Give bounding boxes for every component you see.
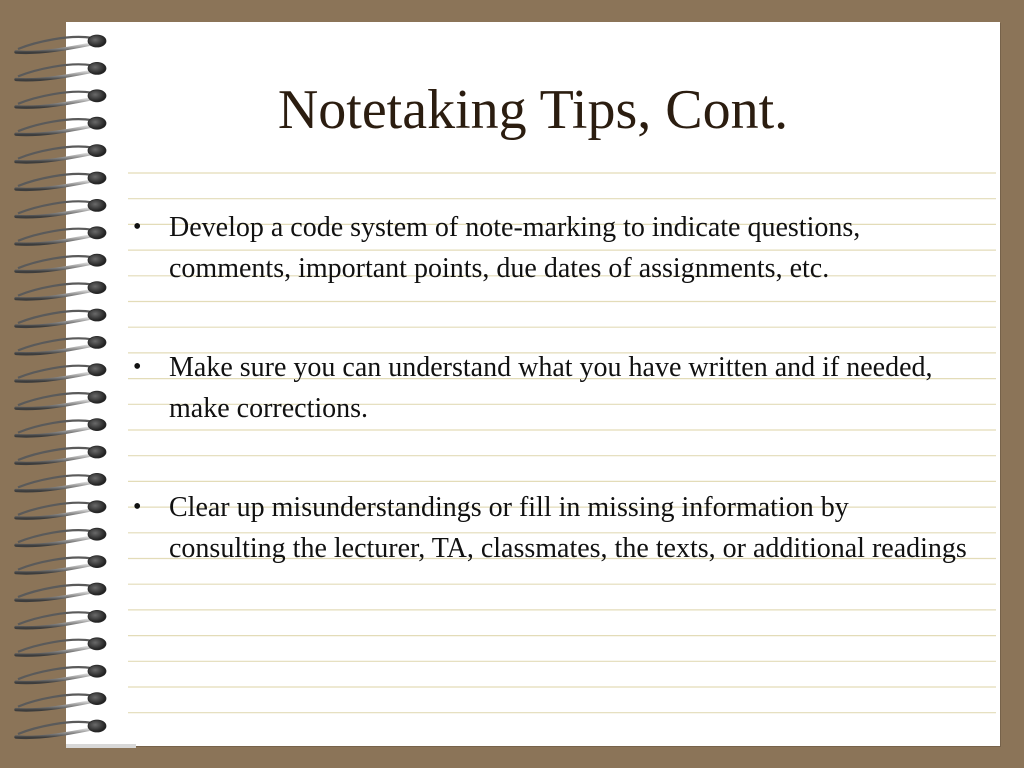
bullet-list xyxy=(128,207,968,569)
paper-shadow xyxy=(66,744,136,748)
bullet-item xyxy=(128,207,968,289)
bullet-text: Make sure you can understand what you have written and if needed, make corrections. xyxy=(169,352,933,424)
bullet-icon: • xyxy=(133,354,142,380)
bullet-item xyxy=(128,487,968,569)
slide-title: Notetaking Tips, Cont. xyxy=(277,79,789,141)
bullet-text: Clear up misunderstandings or fill in missing information by consulting the lecturer, TA, classmates, the texts, or additional readings xyxy=(169,492,967,564)
bullet-icon: • xyxy=(133,494,142,520)
bullet-text: Develop a code system of note-marking to indicate questions, comments, important points, due dates of assignments, etc. xyxy=(169,212,861,284)
bullet-icon: • xyxy=(133,214,142,240)
bullet-item xyxy=(128,347,968,429)
